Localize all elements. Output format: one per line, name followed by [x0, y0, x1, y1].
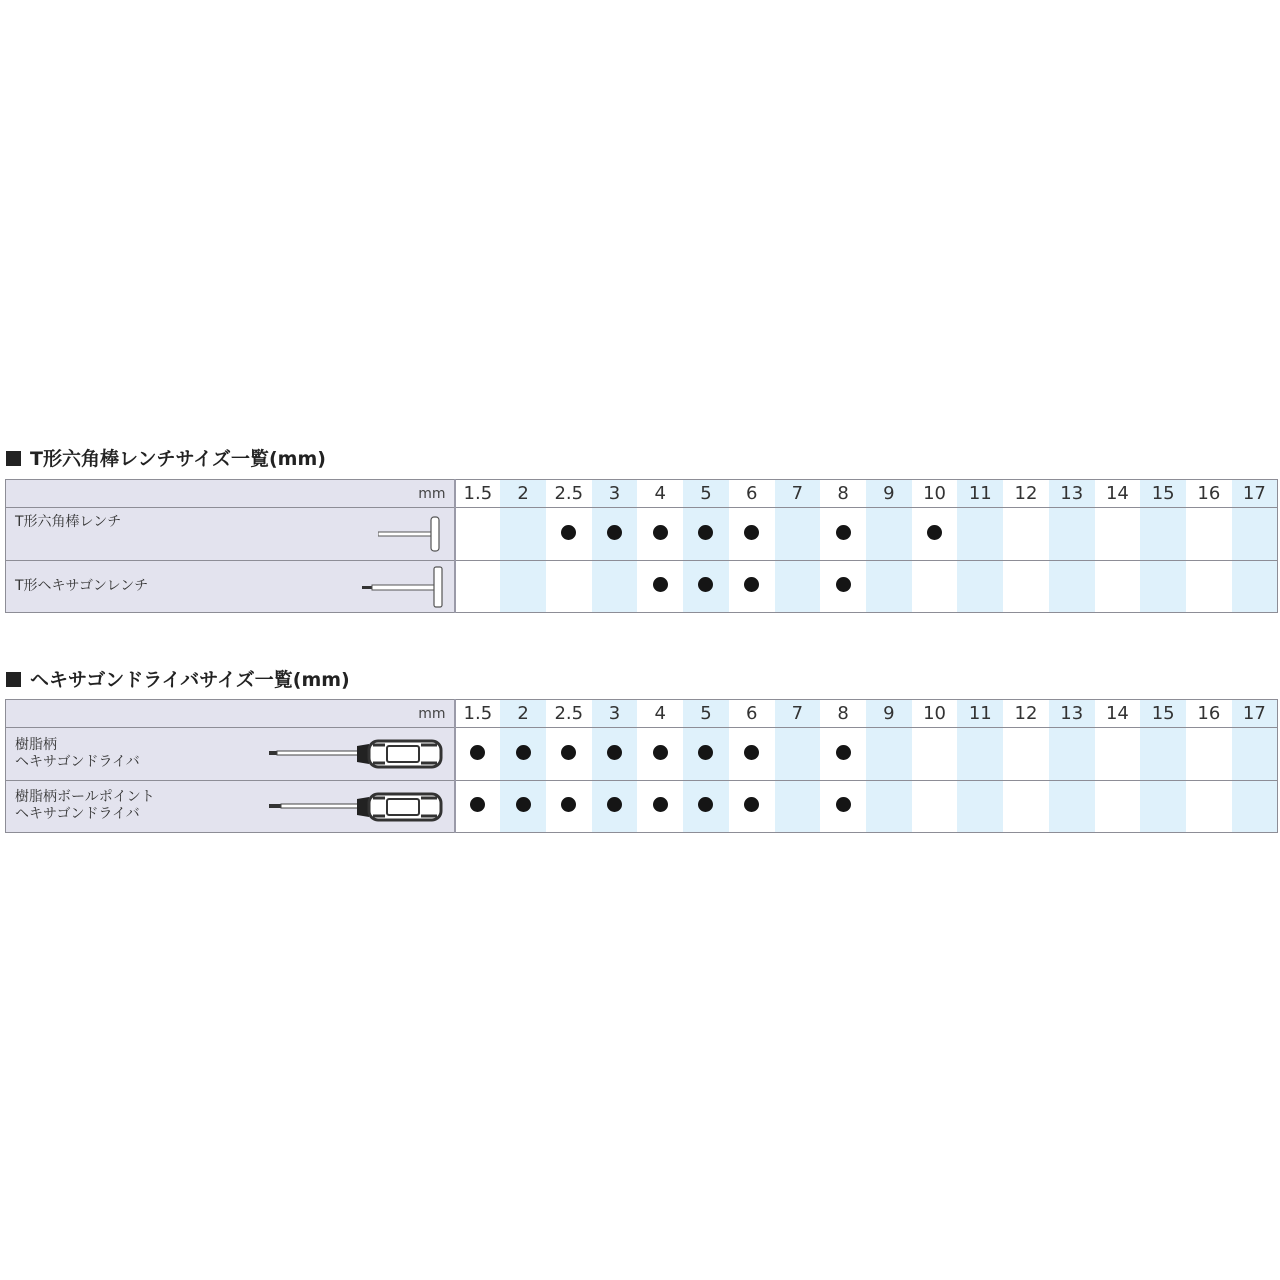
- square-bullet-icon: [6, 451, 21, 466]
- size-cell-6: [729, 728, 775, 781]
- size-header-10: 10: [912, 480, 958, 508]
- product-row: [6, 728, 1278, 781]
- size-header-12: 12: [1003, 700, 1049, 728]
- size-cell-12: [1003, 508, 1049, 561]
- size-cell-2-5: [546, 561, 592, 613]
- size-header-6: 6: [729, 480, 775, 508]
- size-cell-8: [820, 781, 866, 833]
- size-cell-4: [637, 561, 683, 613]
- size-cell-3: [592, 728, 638, 781]
- available-dot-icon: [653, 797, 668, 812]
- size-cell-14: [1095, 728, 1141, 781]
- size-cell-17: [1232, 561, 1278, 613]
- size-cell-9: [866, 781, 912, 833]
- size-header-1-5: 1.5: [455, 480, 501, 508]
- size-header-14: 14: [1095, 480, 1141, 508]
- size-cell-5: [683, 561, 729, 613]
- size-cell-12: [1003, 728, 1049, 781]
- square-bullet-icon: [6, 672, 21, 687]
- size-cell-7: [775, 728, 821, 781]
- size-header-14: 14: [1095, 700, 1141, 728]
- size-cell-2: [500, 508, 546, 561]
- size-cell-2: [500, 728, 546, 781]
- product-name-line: 樹脂柄ボールポイント: [15, 789, 155, 805]
- available-dot-icon: [561, 797, 576, 812]
- size-cell-7: [775, 561, 821, 613]
- size-cell-4: [637, 781, 683, 833]
- size-cell-7: [775, 781, 821, 833]
- size-header-7: 7: [775, 480, 821, 508]
- product-name-line: ヘキサゴンドライバ: [15, 806, 140, 822]
- size-cell-4: [637, 728, 683, 781]
- size-header-2: 2: [500, 700, 546, 728]
- size-header-2: 2: [500, 480, 546, 508]
- size-header-12: 12: [1003, 480, 1049, 508]
- available-dot-icon: [470, 745, 485, 760]
- size-cell-8: [820, 508, 866, 561]
- size-cell-1-5: [455, 561, 501, 613]
- size-cell-7: [775, 508, 821, 561]
- size-header-5: 5: [683, 700, 729, 728]
- available-dot-icon: [744, 577, 759, 592]
- size-cell-3: [592, 561, 638, 613]
- available-dot-icon: [698, 525, 713, 540]
- size-cell-15: [1140, 508, 1186, 561]
- size-cell-13: [1049, 728, 1095, 781]
- size-cell-2: [500, 781, 546, 833]
- product-row: [6, 561, 1278, 613]
- hex-driver-size-table: [5, 699, 1278, 833]
- available-dot-icon: [836, 745, 851, 760]
- size-header-17: 17: [1232, 480, 1278, 508]
- unit-label: mm: [6, 700, 455, 728]
- header-row: [6, 700, 1278, 728]
- size-header-7: 7: [775, 700, 821, 728]
- available-dot-icon: [516, 745, 531, 760]
- size-cell-17: [1232, 508, 1278, 561]
- available-dot-icon: [744, 525, 759, 540]
- size-cell-17: [1232, 781, 1278, 833]
- product-label-cell: [6, 728, 455, 781]
- size-cell-12: [1003, 781, 1049, 833]
- size-cell-2-5: [546, 728, 592, 781]
- product-name: [15, 578, 148, 595]
- product-name: [15, 514, 121, 531]
- size-cell-10: [912, 508, 958, 561]
- available-dot-icon: [653, 745, 668, 760]
- size-cell-15: [1140, 781, 1186, 833]
- size-cell-14: [1095, 561, 1141, 613]
- available-dot-icon: [561, 745, 576, 760]
- size-header-8: 8: [820, 480, 866, 508]
- size-header-4: 4: [637, 700, 683, 728]
- product-name-line: ヘキサゴンドライバ: [15, 754, 140, 770]
- available-dot-icon: [744, 745, 759, 760]
- available-dot-icon: [927, 525, 942, 540]
- size-cell-16: [1186, 728, 1232, 781]
- product-row: [6, 781, 1278, 833]
- t-handle-hex-wrench-icon: [378, 513, 448, 561]
- size-cell-13: [1049, 781, 1095, 833]
- size-header-11: 11: [957, 480, 1003, 508]
- size-header-2-5: 2.5: [546, 480, 592, 508]
- product-name-line: T形ヘキサゴンレンチ: [15, 578, 149, 594]
- size-cell-2-5: [546, 781, 592, 833]
- size-cell-5: [683, 508, 729, 561]
- size-cell-16: [1186, 561, 1232, 613]
- size-header-1-5: 1.5: [455, 700, 501, 728]
- size-header-9: 9: [866, 480, 912, 508]
- size-cell-5: [683, 781, 729, 833]
- available-dot-icon: [607, 525, 622, 540]
- size-header-5: 5: [683, 480, 729, 508]
- product-label-cell: [6, 508, 455, 561]
- size-cell-16: [1186, 508, 1232, 561]
- size-cell-2: [500, 561, 546, 613]
- size-cell-6: [729, 561, 775, 613]
- section-title: [6, 445, 326, 473]
- size-cell-8: [820, 561, 866, 613]
- section-title: [6, 666, 350, 694]
- available-dot-icon: [653, 525, 668, 540]
- available-dot-icon: [516, 797, 531, 812]
- available-dot-icon: [698, 797, 713, 812]
- size-cell-1-5: [455, 728, 501, 781]
- product-name: [15, 737, 140, 771]
- size-cell-10: [912, 561, 958, 613]
- product-label-cell: [6, 781, 455, 833]
- size-cell-12: [1003, 561, 1049, 613]
- size-cell-1-5: [455, 508, 501, 561]
- product-name-line: 樹脂柄: [15, 737, 57, 753]
- size-cell-11: [957, 508, 1003, 561]
- section-title-text: T形六角棒レンチサイズ一覧(mm): [30, 448, 326, 470]
- size-cell-9: [866, 561, 912, 613]
- size-cell-3: [592, 781, 638, 833]
- product-row: [6, 508, 1278, 561]
- header-row: [6, 480, 1278, 508]
- size-cell-13: [1049, 508, 1095, 561]
- size-header-13: 13: [1049, 480, 1095, 508]
- size-cell-14: [1095, 781, 1141, 833]
- t-wrench-size-table: [5, 479, 1278, 613]
- size-header-16: 16: [1186, 700, 1232, 728]
- size-header-15: 15: [1140, 700, 1186, 728]
- size-header-6: 6: [729, 700, 775, 728]
- available-dot-icon: [836, 797, 851, 812]
- available-dot-icon: [744, 797, 759, 812]
- size-cell-9: [866, 728, 912, 781]
- ball-point-hex-screwdriver-icon: [269, 789, 445, 829]
- hex-screwdriver-icon: [269, 736, 445, 776]
- size-header-13: 13: [1049, 700, 1095, 728]
- size-header-2-5: 2.5: [546, 700, 592, 728]
- unit-label: mm: [6, 480, 455, 508]
- available-dot-icon: [836, 577, 851, 592]
- size-cell-13: [1049, 561, 1095, 613]
- available-dot-icon: [836, 525, 851, 540]
- size-cell-17: [1232, 728, 1278, 781]
- size-cell-14: [1095, 508, 1141, 561]
- size-header-9: 9: [866, 700, 912, 728]
- available-dot-icon: [698, 745, 713, 760]
- size-cell-11: [957, 781, 1003, 833]
- available-dot-icon: [653, 577, 668, 592]
- size-cell-6: [729, 781, 775, 833]
- product-name-line: T形六角棒レンチ: [15, 514, 122, 530]
- size-header-3: 3: [592, 700, 638, 728]
- size-cell-15: [1140, 561, 1186, 613]
- size-cell-2-5: [546, 508, 592, 561]
- size-cell-8: [820, 728, 866, 781]
- size-header-4: 4: [637, 480, 683, 508]
- size-header-10: 10: [912, 700, 958, 728]
- size-cell-10: [912, 728, 958, 781]
- size-header-11: 11: [957, 700, 1003, 728]
- size-cell-6: [729, 508, 775, 561]
- size-header-15: 15: [1140, 480, 1186, 508]
- size-cell-9: [866, 508, 912, 561]
- size-cell-15: [1140, 728, 1186, 781]
- size-cell-3: [592, 508, 638, 561]
- size-header-8: 8: [820, 700, 866, 728]
- available-dot-icon: [698, 577, 713, 592]
- size-cell-11: [957, 561, 1003, 613]
- size-cell-10: [912, 781, 958, 833]
- product-name: [15, 789, 155, 823]
- available-dot-icon: [607, 797, 622, 812]
- product-label-cell: [6, 561, 455, 613]
- section-title-text: ヘキサゴンドライバサイズ一覧(mm): [30, 669, 350, 691]
- available-dot-icon: [561, 525, 576, 540]
- size-header-3: 3: [592, 480, 638, 508]
- size-cell-16: [1186, 781, 1232, 833]
- size-cell-1-5: [455, 781, 501, 833]
- t-handle-hexagon-wrench-icon: [362, 565, 446, 613]
- size-cell-5: [683, 728, 729, 781]
- size-cell-4: [637, 508, 683, 561]
- size-header-17: 17: [1232, 700, 1278, 728]
- size-cell-11: [957, 728, 1003, 781]
- size-header-16: 16: [1186, 480, 1232, 508]
- available-dot-icon: [607, 745, 622, 760]
- available-dot-icon: [470, 797, 485, 812]
